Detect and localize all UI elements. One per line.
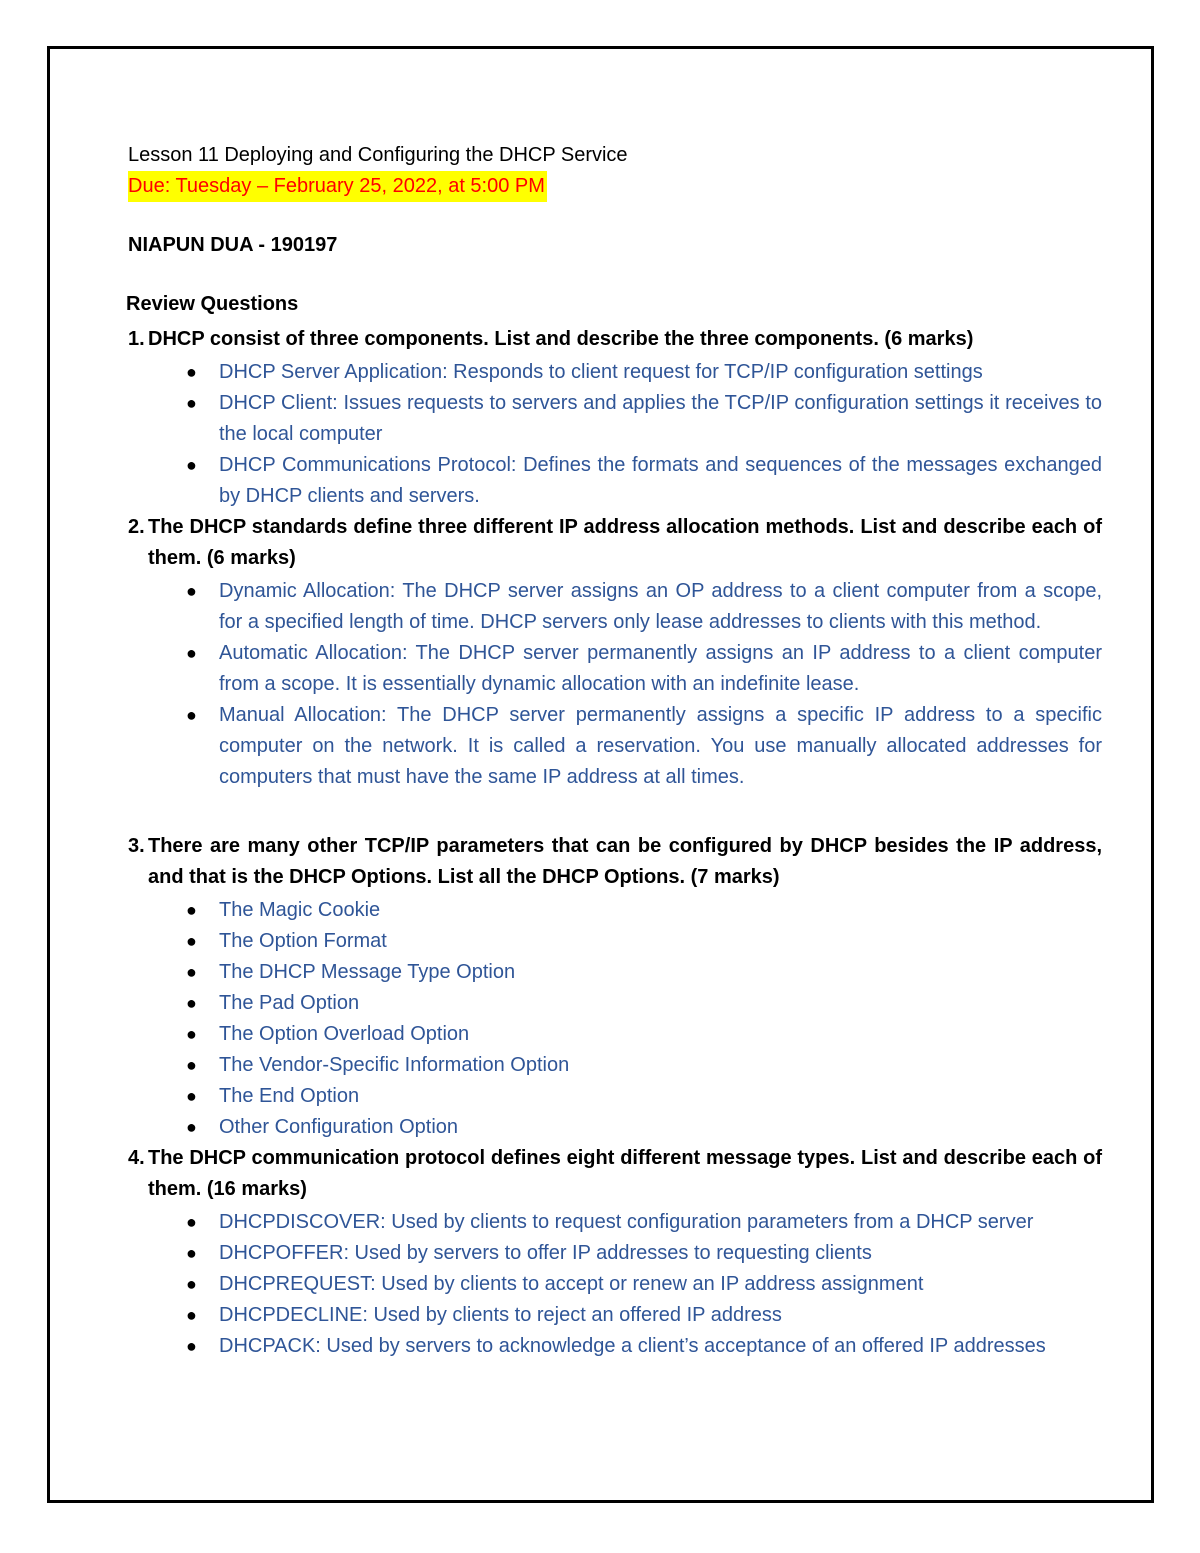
bullet-icon: ●	[186, 1243, 197, 1263]
bullet-icon: ●	[186, 362, 197, 382]
bullet-icon: ●	[186, 643, 197, 663]
lesson-title: Lesson 11 Deploying and Configuring the DHCP Service	[128, 144, 628, 166]
answer-text: DHCPDECLINE: Used by clients to reject an offered IP address	[219, 1304, 782, 1326]
bullet-icon: ●	[186, 900, 197, 920]
answer-text: The Magic Cookie	[219, 899, 381, 921]
answer-item	[186, 388, 1102, 450]
bullet-icon: ●	[186, 581, 197, 601]
bullet-icon: ●	[186, 1305, 197, 1325]
question-number: 4.	[128, 1147, 145, 1169]
bullet-icon: ●	[186, 1117, 197, 1137]
bullet-icon: ●	[186, 993, 197, 1013]
answer-item	[186, 576, 1102, 638]
answer-item	[186, 357, 1102, 388]
bullet-icon: ●	[186, 931, 197, 951]
student-name: NIAPUN DUA - 190197	[128, 234, 338, 256]
answer-item	[186, 1207, 1102, 1238]
answer-item	[186, 1238, 1102, 1269]
bullet-icon: ●	[186, 1086, 197, 1106]
bullet-icon: ●	[186, 1024, 197, 1044]
answer-item	[186, 957, 1102, 988]
answer-text: DHCPREQUEST: Used by clients to accept or renew an IP address assignment	[219, 1273, 924, 1295]
answer-text: The Vendor-Specific Information Option	[219, 1054, 570, 1076]
answer-item	[186, 1112, 1102, 1143]
due-date: Due: Tuesday – February 25, 2022, at 5:00 PM	[128, 171, 547, 202]
answer-text: The Option Overload Option	[219, 1023, 470, 1045]
answer-list	[148, 357, 1102, 512]
answer-list	[148, 1207, 1102, 1362]
answer-text: Automatic Allocation: The DHCP server permanently assigns an IP address to a client computer from a scope. It is essentially dynamic allocation with an indefinite lease.	[219, 642, 1102, 695]
question-item	[128, 324, 1102, 512]
question-text: The DHCP communication protocol defines eight different message types. List and describe each of them. (16 marks)	[148, 1147, 1102, 1200]
answer-item	[186, 1081, 1102, 1112]
question-item	[128, 512, 1102, 831]
question-text: The DHCP standards define three different IP address allocation methods. List and describe each of them. (6 marks)	[148, 516, 1102, 569]
bullet-icon: ●	[186, 1274, 197, 1294]
bullet-icon: ●	[186, 705, 197, 725]
answer-item	[186, 1300, 1102, 1331]
answer-list	[148, 895, 1102, 1143]
answer-item	[186, 1331, 1102, 1362]
answer-text: Manual Allocation: The DHCP server permanently assigns a specific IP address to a specific computer on the network. It is called a reservation. You use manually allocated addresses for computers that must have the same IP address at all times.	[219, 704, 1102, 788]
answer-text: DHCPDISCOVER: Used by clients to request configuration parameters from a DHCP server	[219, 1211, 1034, 1233]
bullet-icon: ●	[186, 455, 197, 475]
answer-list	[148, 576, 1102, 793]
spacer	[148, 793, 1102, 831]
document-body	[128, 140, 1102, 1362]
answer-item	[186, 1269, 1102, 1300]
answer-text: DHCPACK: Used by servers to acknowledge a client’s acceptance of an offered IP addresses	[219, 1335, 1046, 1357]
question-item	[128, 1143, 1102, 1362]
question-number: 3.	[128, 835, 145, 857]
answer-item	[186, 450, 1102, 512]
bullet-icon: ●	[186, 393, 197, 413]
answer-text: DHCPOFFER: Used by servers to offer IP addresses to requesting clients	[219, 1242, 872, 1264]
answer-text: The Option Format	[219, 930, 387, 952]
question-number: 1.	[128, 328, 145, 350]
bullet-icon: ●	[186, 1336, 197, 1356]
answer-item	[186, 638, 1102, 700]
answer-text: Other Configuration Option	[219, 1116, 459, 1138]
question-item	[128, 831, 1102, 1143]
answer-item	[186, 988, 1102, 1019]
answer-text: DHCP Communications Protocol: Defines the formats and sequences of the messages exchanged by DHCP clients and servers.	[219, 454, 1102, 507]
bullet-icon: ●	[186, 962, 197, 982]
answer-text: The Pad Option	[219, 992, 360, 1014]
answer-item	[186, 895, 1102, 926]
question-list	[128, 324, 1102, 1362]
question-text: There are many other TCP/IP parameters that can be configured by DHCP besides the IP address, and that is the DHCP Options. List all the DHCP Options. (7 marks)	[148, 835, 1102, 888]
answer-text: DHCP Server Application: Responds to client request for TCP/IP configuration settings	[219, 361, 983, 383]
bullet-icon: ●	[186, 1055, 197, 1075]
answer-item	[186, 700, 1102, 793]
question-text: DHCP consist of three components. List and describe the three components. (6 marks)	[148, 328, 974, 350]
answer-text: The DHCP Message Type Option	[219, 961, 516, 983]
question-number: 2.	[128, 516, 145, 538]
answer-item	[186, 1019, 1102, 1050]
answer-text: The End Option	[219, 1085, 360, 1107]
answer-item	[186, 926, 1102, 957]
answer-text: DHCP Client: Issues requests to servers and applies the TCP/IP configuration settings it receives to the local computer	[219, 392, 1102, 445]
section-heading: Review Questions	[126, 293, 299, 315]
answer-text: Dynamic Allocation: The DHCP server assigns an OP address to a client computer from a scope, for a specified length of time. DHCP servers only lease addresses to clients with this method.	[219, 580, 1102, 633]
bullet-icon: ●	[186, 1212, 197, 1232]
answer-item	[186, 1050, 1102, 1081]
